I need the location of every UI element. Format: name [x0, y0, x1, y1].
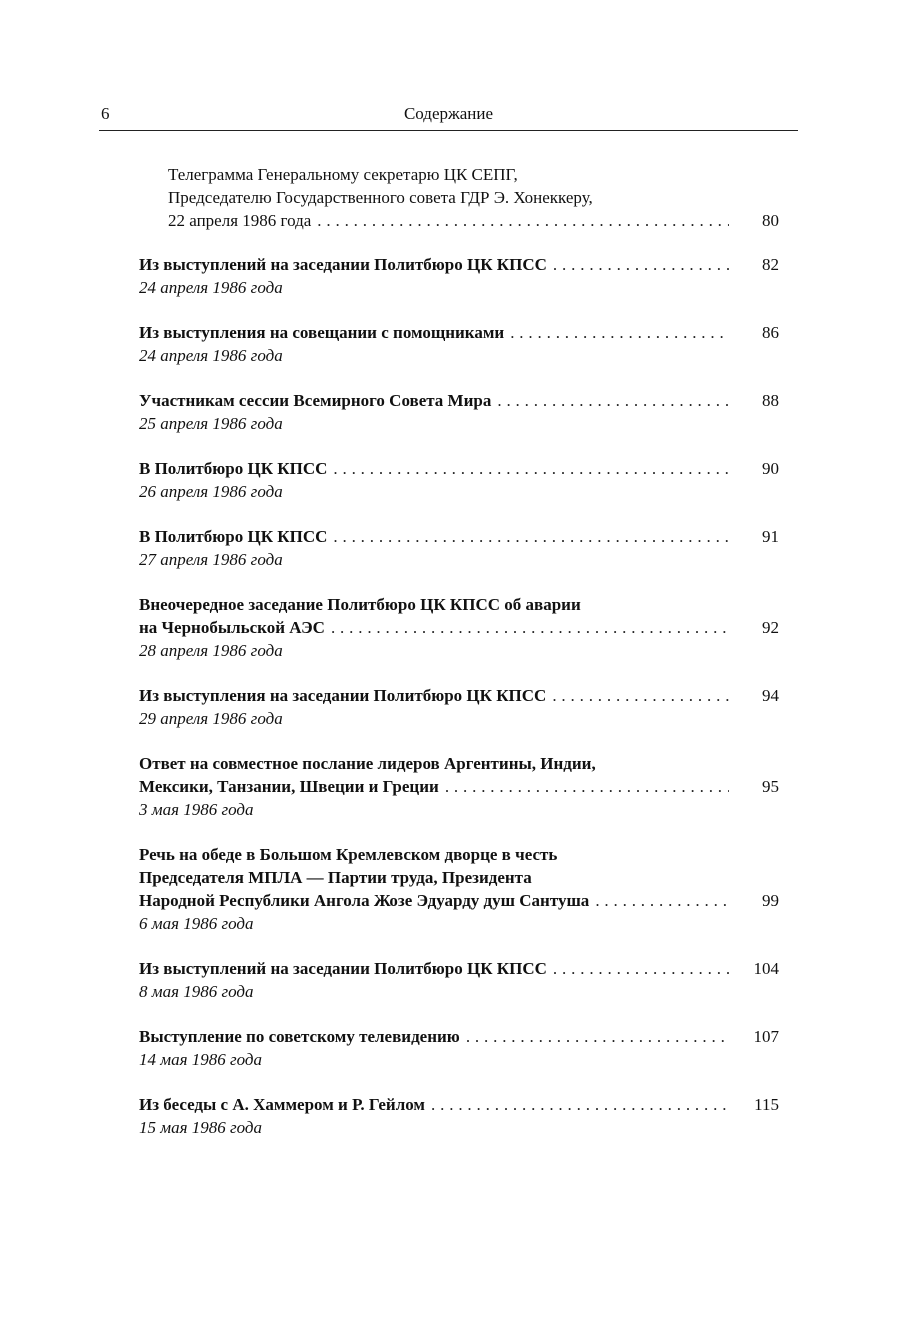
toc-entry-date: 8 мая 1986 года [139, 982, 254, 1001]
dot-leader [466, 1025, 729, 1048]
toc-entry-last-line [139, 253, 779, 276]
toc-entry[interactable] [139, 321, 779, 367]
toc-entry[interactable] [139, 593, 779, 662]
toc-entry-last-line [139, 457, 779, 480]
dot-leader [510, 321, 729, 344]
table-of-contents [139, 163, 779, 1161]
toc-entry-date: 24 апреля 1986 года [139, 346, 283, 365]
toc-entry-last-line [139, 957, 779, 980]
toc-entry-title-line: Из выступления на совещании с помощниками [139, 323, 505, 342]
toc-entry-title-line: на Чернобыльской АЭС [139, 618, 325, 637]
toc-page-number: 95 [762, 777, 779, 796]
toc-entry-title-line: Выступление по советскому телевидению [139, 1027, 460, 1046]
toc-entry-title-line: Речь на обеде в Большом Кремлевском дворце в честь [139, 845, 558, 864]
toc-entry[interactable] [139, 957, 779, 1003]
toc-entry-last-line [139, 1093, 779, 1116]
toc-page-number: 88 [762, 391, 779, 410]
toc-entry-last-line [139, 889, 779, 912]
toc-page-number: 104 [753, 959, 779, 978]
toc-page-number: 94 [762, 686, 779, 705]
toc-page-number: 90 [762, 459, 779, 478]
dot-leader [445, 775, 729, 798]
toc-entry-date: 26 апреля 1986 года [139, 482, 283, 501]
toc-entry-title-line: В Политбюро ЦК КПСС [139, 459, 328, 478]
toc-page-number: 107 [753, 1027, 779, 1046]
dot-leader [317, 209, 729, 232]
toc-page-number: 82 [762, 255, 779, 274]
toc-entry-last-line [139, 684, 779, 707]
toc-entry-title-line: Участникам сессии Всемирного Совета Мира [139, 391, 492, 410]
toc-entry-last-line [139, 525, 779, 548]
toc-entry[interactable] [139, 1025, 779, 1071]
toc-entry-date: 28 апреля 1986 года [139, 641, 283, 660]
toc-entry-last-line [139, 1025, 779, 1048]
toc-entry[interactable] [139, 684, 779, 730]
toc-entry-date: 27 апреля 1986 года [139, 550, 283, 569]
toc-page-number: 99 [762, 891, 779, 910]
dot-leader [431, 1093, 729, 1116]
dot-leader [553, 253, 729, 276]
toc-entry[interactable] [139, 457, 779, 503]
dot-leader [333, 457, 729, 480]
toc-entry-title-line: Из беседы с А. Хаммером и Р. Гейлом [139, 1095, 426, 1114]
dot-leader [331, 616, 729, 639]
toc-page-number: 86 [762, 323, 779, 342]
toc-entry-title-line: Из выступлений на заседании Политбюро ЦК КПСС [139, 255, 547, 274]
toc-entry-last-line [168, 209, 779, 232]
dot-leader [553, 957, 729, 980]
toc-entry-date: 14 мая 1986 года [139, 1050, 263, 1069]
running-title: Содержание [403, 104, 494, 123]
page-number: 6 [101, 104, 110, 123]
toc-entry[interactable] [139, 389, 779, 435]
toc-entry[interactable] [139, 1093, 779, 1139]
toc-entry[interactable] [139, 163, 779, 232]
toc-entry-title-line: Из выступления на заседании Политбюро ЦК КПСС [139, 686, 547, 705]
dot-leader [333, 525, 729, 548]
toc-entry-title-line: Председателя МПЛА — Партии труда, Президента [139, 868, 532, 887]
toc-entry[interactable] [139, 752, 779, 821]
toc-entry-last-line [139, 775, 779, 798]
toc-entry-title-line: Народной Республики Ангола Жозе Эдуарду душ Сантуша [139, 891, 590, 910]
toc-entry-title-line: В Политбюро ЦК КПСС [139, 527, 328, 546]
dot-leader [595, 889, 729, 912]
toc-page-number: 91 [762, 527, 779, 546]
toc-entry-date: 24 апреля 1986 года [139, 278, 283, 297]
toc-entry-date: 29 апреля 1986 года [139, 709, 283, 728]
toc-entry[interactable] [139, 525, 779, 571]
toc-page-number: 80 [762, 211, 779, 230]
toc-entry-title-line: Ответ на совместное послание лидеров Аргентины, Индии, [139, 754, 596, 773]
toc-entry-date: 15 мая 1986 года [139, 1118, 263, 1137]
dot-leader [552, 684, 729, 707]
toc-entry-date: 6 мая 1986 года [139, 914, 254, 933]
toc-entry-date: 3 мая 1986 года [139, 800, 254, 819]
dot-leader [497, 389, 729, 412]
toc-entry-title-line: Мексики, Танзании, Швеции и Греции [139, 777, 439, 796]
toc-entry-last-line [139, 321, 779, 344]
toc-entry[interactable] [139, 843, 779, 935]
toc-entry-title-line: Телеграмма Генеральному секретарю ЦК СЕПГ, [168, 165, 518, 184]
toc-entry-title-line: Из выступлений на заседании Политбюро ЦК КПСС [139, 959, 547, 978]
toc-entry-title-line: Председателю Государственного совета ГДР Э. Хонеккеру, [168, 188, 593, 207]
toc-page-number: 115 [754, 1095, 779, 1114]
toc-entry-last-line [139, 389, 779, 412]
toc-entry-title-line: Внеочередное заседание Политбюро ЦК КПСС об аварии [139, 595, 581, 614]
running-head [99, 102, 798, 131]
toc-entry-last-line [139, 616, 779, 639]
toc-entry-title-line: 22 апреля 1986 года [168, 211, 312, 230]
toc-entry-date: 25 апреля 1986 года [139, 414, 283, 433]
toc-page-number: 92 [762, 618, 779, 637]
toc-entry[interactable] [139, 253, 779, 299]
